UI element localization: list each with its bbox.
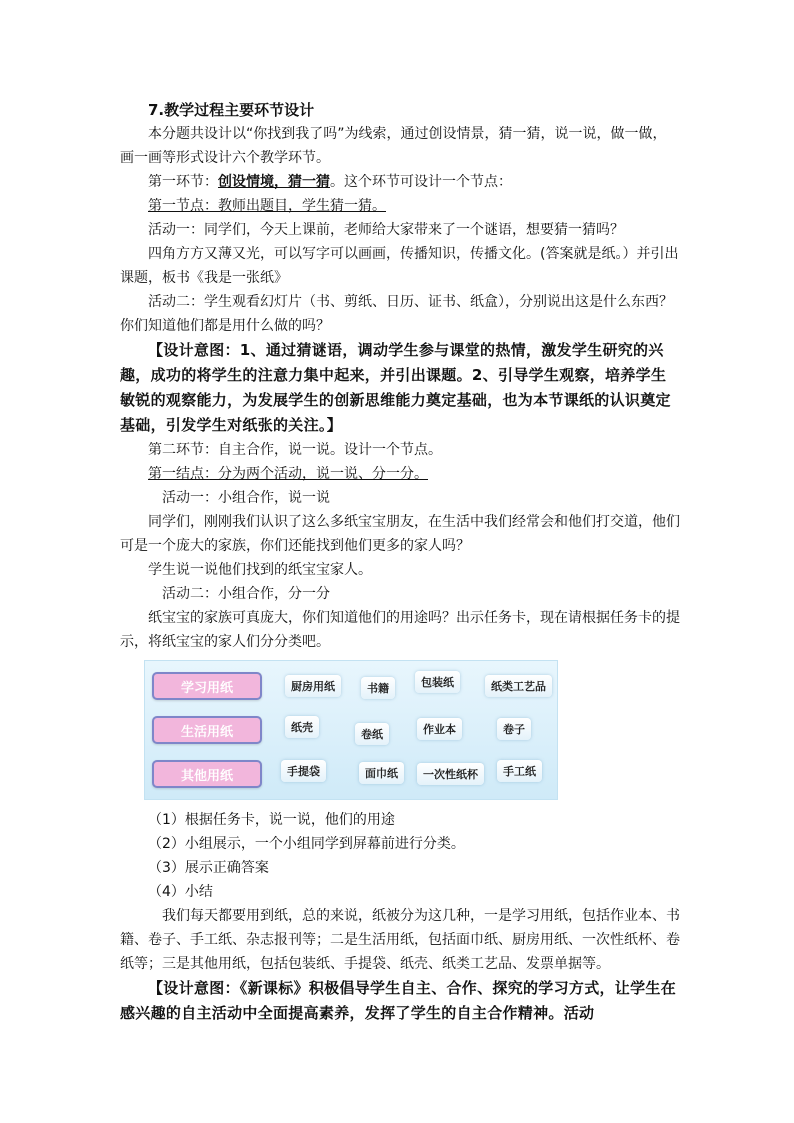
step-2: （2）小组展示，一个小组同学到屏幕前进行分类。 (148, 836, 465, 852)
section1-node (120, 194, 680, 218)
section2-title: 第二环节：自主合作，说一说。设计一个节点。 (148, 442, 442, 458)
section2-node (120, 462, 680, 486)
section1-title-text: 创设情境，猜一猜 (218, 174, 330, 190)
section1-title (120, 170, 680, 194)
step-4: （4）小结 (148, 884, 213, 900)
document-body (120, 98, 680, 1026)
section1-prefix: 第一环节： (148, 174, 218, 190)
section1-suffix: 。这个环节可设计一个节点： (330, 174, 512, 190)
category-study-paper: 学习用纸 (152, 672, 262, 700)
item-craft-paper: 手工纸 (497, 760, 542, 782)
section1-activity1: 活动一：同学们，今天上课前，老师给大家带来了一个谜语，想要猜一猜吗？ (148, 222, 624, 238)
item-wrapping-paper: 包装纸 (415, 671, 460, 693)
item-books: 书籍 (361, 677, 395, 699)
category-daily-paper: 生活用纸 (152, 716, 262, 744)
item-handbag: 手提袋 (281, 760, 326, 782)
item-kitchen-paper: 厨房用纸 (285, 675, 341, 697)
section-heading: 7.教学过程主要环节设计 (148, 101, 315, 119)
section2-activity2-title: 活动二：小组合作，分一分 (162, 586, 330, 602)
step-1: （1）根据任务卡，说一说，他们的用途 (148, 812, 395, 828)
item-facial-tissue: 面巾纸 (359, 762, 404, 784)
item-paper-crafts: 纸类工艺品 (485, 675, 552, 697)
section2-activity1-follow: 学生说一说他们找到的纸宝宝家人。 (148, 562, 372, 578)
category-other-paper: 其他用纸 (152, 760, 262, 788)
item-toilet-roll: 卷纸 (355, 723, 389, 745)
section1-activity2: 活动二：学生观看幻灯片（书、剪纸、日历、证书、纸盒），分别说出这是什么东西？你们知道他们都是用什么做的吗？ (120, 294, 673, 334)
item-cardboard: 纸壳 (285, 716, 319, 738)
section1-riddle: 四角方方又薄又光，可以写字可以画画，传播知识，传播文化。(答案就是纸。）并引出课题，板书《我是一张纸》 (120, 246, 679, 286)
item-exercise-book: 作业本 (417, 718, 462, 740)
section2-activity1-title: 活动一：小组合作，说一说 (162, 490, 330, 506)
item-test-paper: 卷子 (497, 718, 531, 740)
step-3: （3）展示正确答案 (148, 860, 269, 876)
design-intent-2: 【设计意图：《新课标》积极倡导学生自主、合作、探究的学习方式，让学生在感兴趣的自主活动中全面提高素养，发挥了学生的自主合作精神。活动 (120, 979, 677, 1022)
item-paper-cup: 一次性纸杯 (417, 763, 484, 785)
design-intent-1: 【设计意图：1、通过猜谜语，调动学生参与课堂的热情，激发学生研究的兴趣，成功的将学生的注意力集中起来，并引出课题。2、引导学生观察，培养学生敏锐的观察能力，为发展学生的创新思维能力奠定基础，也为本节课纸的认识奠定基础，引发学生对纸张的关注。】 (120, 341, 671, 434)
section2-activity2-text: 纸宝宝的家族可真庞大，你们知道他们的用途吗？出示任务卡，现在请根据任务卡的提示，将纸宝宝的家人们分分类吧。 (120, 610, 680, 650)
summary-paragraph: 我们每天都要用到纸，总的来说，纸被分为这几种，一是学习用纸，包括作业本、书籍、卷子、手工纸、杂志报刊等；二是生活用纸，包括面巾纸、厨房用纸、一次性纸杯、卷纸等；三是其他用纸，包括包装纸、手提袋、纸壳、纸类工艺品、发票单据等。 (120, 908, 680, 972)
section1-node-text: 第一节点：教师出题目，学生猜一猜。 (148, 198, 386, 214)
section2-node-text: 第一结点：分为两个活动，说一说、分一分。 (148, 466, 428, 482)
section2-activity1-text: 同学们，刚刚我们认识了这么多纸宝宝朋友，在生活中我们经常会和他们打交道，他们可是一个庞大的家族，你们还能找到他们更多的家人吗？ (120, 514, 680, 554)
intro-paragraph: 本分题共设计以“你找到我了吗”为线索，通过创设情景，猜一猜，说一说，做一做，画一画等形式设计六个教学环节。 (120, 126, 667, 166)
task-card (144, 660, 558, 800)
